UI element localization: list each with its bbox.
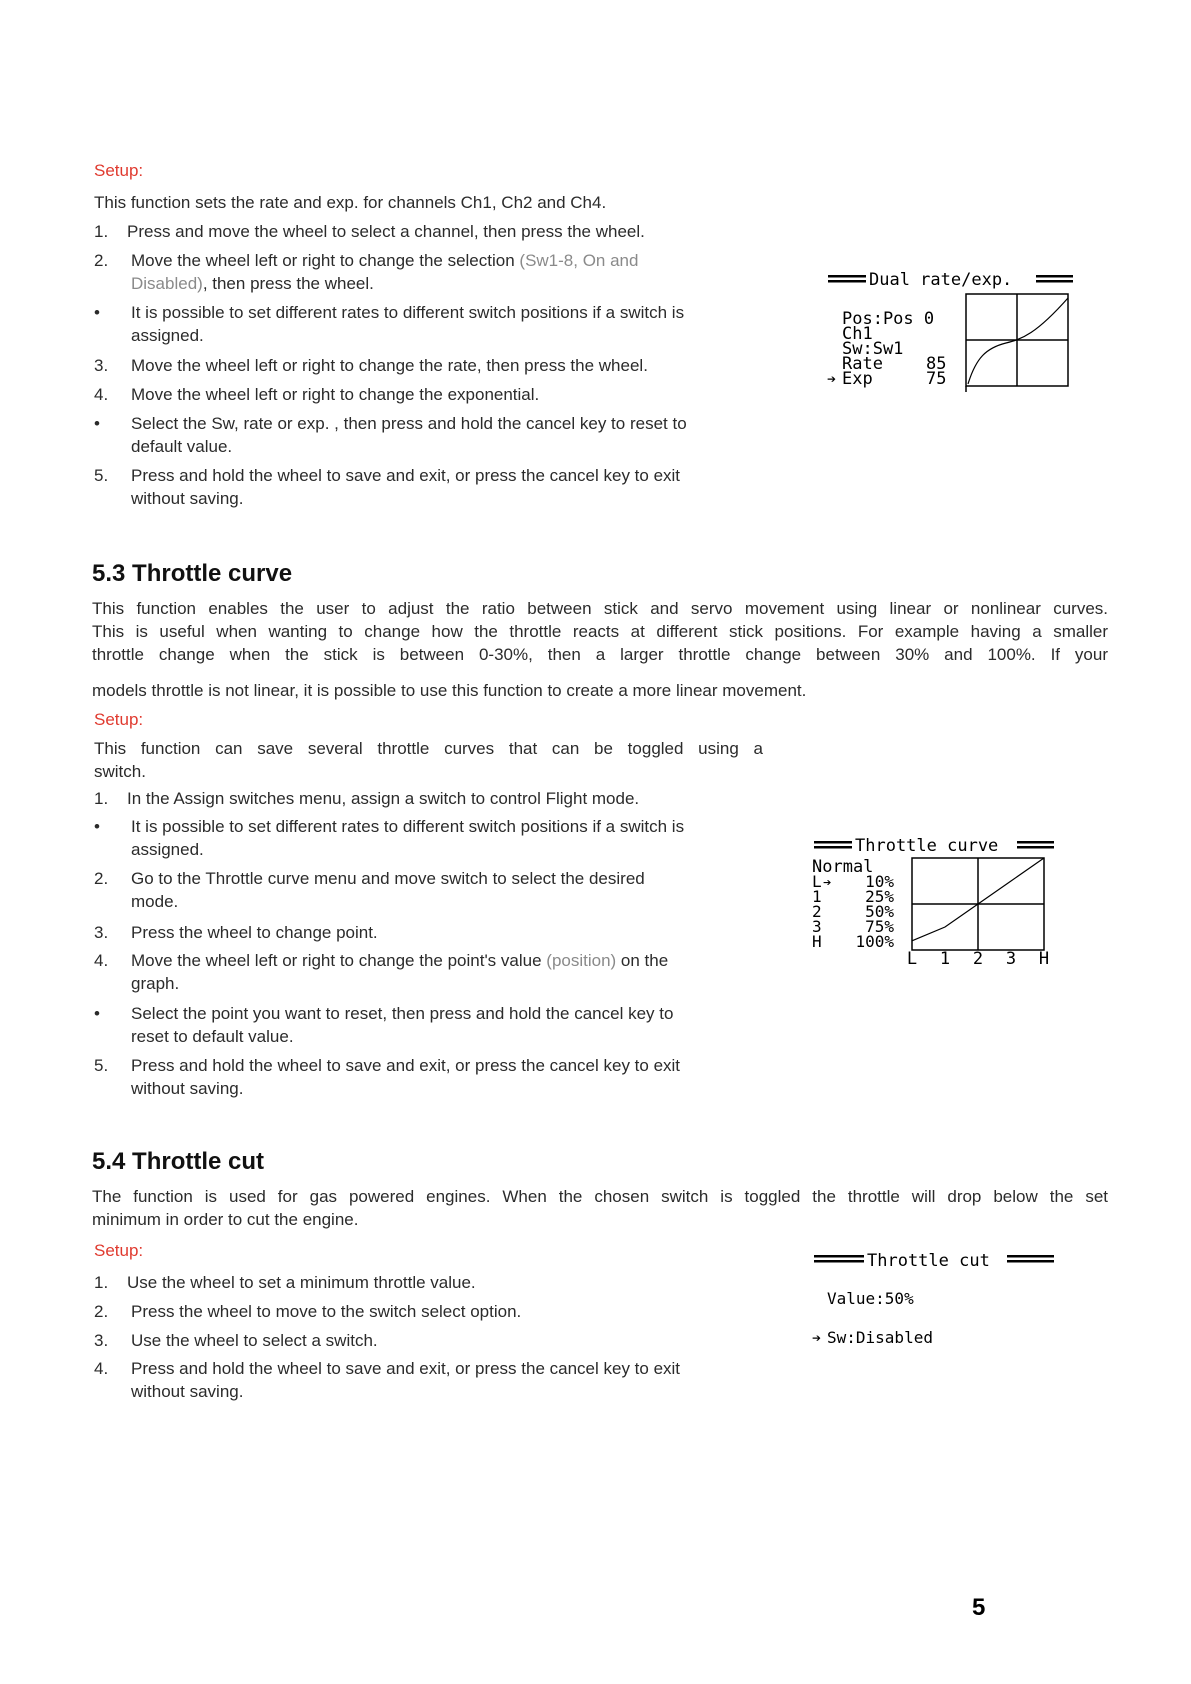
axis-label: 1 (939, 949, 951, 966)
lcd-title: Throttle curve (855, 836, 999, 856)
dual-rate-lcd-screen (826, 270, 1076, 400)
title-bar-lines-left (814, 841, 852, 849)
throttle-curve-graph (912, 858, 1044, 950)
throttle-curve-heading: 5.3 Throttle curve (92, 560, 293, 587)
list-item: 2. Move the wheel left or right to change the selection (Sw1-8, On and Disabled), then press the wheel. (94, 251, 639, 293)
title-bar-lines-left (828, 275, 866, 283)
title-bar-lines-right (1007, 1255, 1054, 1263)
lcd-switch: Sw:Sw1 (842, 339, 904, 359)
lcd-point-value: 75% (865, 917, 894, 936)
throttle-cut-heading: 5.4 Throttle cut (92, 1148, 265, 1175)
lcd-title: Dual rate/exp. (869, 270, 1013, 290)
setup-label: Setup: (94, 710, 144, 729)
lcd-pos: Pos:Pos 0 (842, 309, 935, 329)
lcd-channel: Ch1 (842, 324, 873, 344)
dual-rate-intro: This function sets the rate and exp. for channels Ch1, Ch2 and Ch4. (94, 193, 607, 212)
lcd-rate-value: 85 (926, 354, 947, 374)
axis-label: 3 (1005, 949, 1017, 966)
title-bar-lines-right (1017, 841, 1054, 849)
axis-label: L (906, 949, 918, 966)
list-item: 4. Move the wheel left or right to change the point's value (position) on the graph. (94, 951, 669, 993)
throttle-curve-para-line-4: models throttle is not linear, it is possible to use this function to create a more linear movement. (92, 681, 807, 700)
lcd-title: Throttle cut (867, 1251, 990, 1271)
expo-curve-graph (966, 294, 1068, 392)
list-item: 4. Press and hold the wheel to save and exit, or press the cancel key to exit without saving. (94, 1359, 681, 1401)
lcd-exp-value: 75 (926, 369, 947, 389)
selected-arrow-icon: ➔ (823, 875, 832, 891)
throttle-curve-intro-line-1: This function can save several throttle curves that can be toggled using a (94, 739, 763, 758)
throttle-curve-para-line-2: This is useful when wanting to change how the throttle reacts at different stick positions. For example having a smaller (92, 622, 1108, 641)
title-bar-lines-left (814, 1255, 864, 1263)
list-item: • It is possible to set different rates to different switch positions if a switch is assigned. (94, 817, 685, 859)
lcd-point-label: L (812, 872, 822, 891)
list-item: • Select the point you want to reset, then press and hold the cancel key to reset to default value. (94, 1004, 674, 1046)
throttle-curve-intro-line-2: switch. (94, 762, 146, 781)
throttle-cut-lcd-screen (812, 1250, 1062, 1350)
lcd-switch: Sw:Disabled (827, 1328, 933, 1347)
lcd-point-label: 3 (812, 917, 822, 936)
throttle-curve-lcd-screen (812, 836, 1062, 966)
lcd-value: Value:50% (827, 1289, 914, 1308)
throttle-curve-para-line-1: This function enables the user to adjust the ratio between stick and servo movement using linear or nonlinear curves. (92, 599, 1108, 618)
axis-label: 2 (972, 949, 984, 966)
curve-axis-labels (907, 949, 1049, 966)
lcd-exp-label: Exp (842, 369, 873, 389)
list-item: • It is possible to set different rates to different switch positions if a switch is assigned. (94, 303, 685, 345)
setup-label: Setup: (94, 1241, 144, 1260)
list-item: 5. Press and hold the wheel to save and exit, or press the cancel key to exit without saving. (94, 1056, 681, 1098)
title-bar-lines-right (1036, 275, 1073, 283)
lcd-point-value: 25% (865, 887, 894, 906)
throttle-curve-para-line-3: throttle change when the stick is between 0-30%, then a larger throttle change between 30% and 100%. If your (92, 645, 1108, 664)
lcd-point-label: H (812, 932, 822, 951)
list-item: 5. Press and hold the wheel to save and exit, or press the cancel key to exit without saving. (94, 466, 681, 508)
throttle-cut-para-line-2: minimum in order to cut the engine. (92, 1210, 359, 1229)
list-item: 2. Go to the Throttle curve menu and move switch to select the desired mode. (94, 869, 645, 911)
list-item: • Select the Sw, rate or exp. , then press and hold the cancel key to reset to default value. (94, 414, 687, 456)
throttle-cut-para-line-1: The function is used for gas powered engines. When the chosen switch is toggled the throttle will drop below the set (92, 1187, 1108, 1206)
selected-arrow-icon: ➔ (827, 370, 837, 388)
setup-label: Setup: (94, 161, 144, 180)
lcd-mode: Normal (812, 857, 874, 877)
lcd-point-value: 50% (865, 902, 894, 921)
lcd-point-label: 2 (812, 902, 822, 921)
lcd-point-value: 100% (855, 932, 894, 951)
lcd-point-value: 10% (865, 872, 894, 891)
selected-arrow-icon: ➔ (812, 1329, 822, 1347)
lcd-rate-label: Rate (842, 354, 883, 374)
lcd-point-label: 1 (812, 887, 822, 906)
axis-label: H (1038, 949, 1050, 966)
page-number: 5 (972, 1594, 986, 1621)
